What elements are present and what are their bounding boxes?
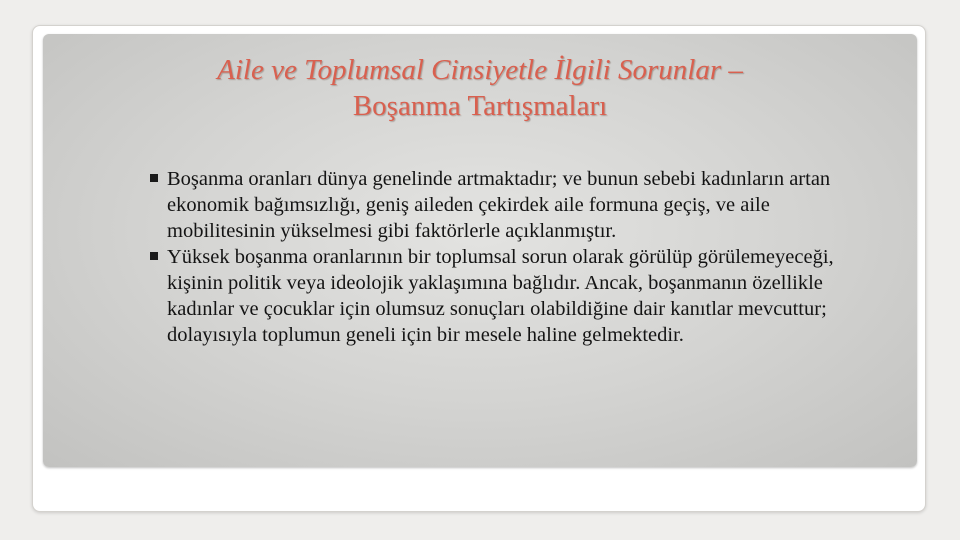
square-bullet-icon [150,252,158,260]
slide-title-line-2: Boşanma Tartışmaları [352,90,608,122]
bullet-text: Yüksek boşanma oranlarının bir toplumsal sorun olarak görülüp görülemeyeceği, kişinin politik veya ideolojik yaklaşımına bağlıdır. Ancak, boşanmanın özellikle kadınlar ve çocuklar için olumsuz sonuçları olabildiğine dair kanıtlar mevcuttur; dolayısıyla toplumun geneli için bir mesele haline gelmektedir. [167,246,834,346]
slide-title-line-1: Aile ve Toplumsal Cinsiyetle İlgili Sorunlar – [217,54,743,86]
square-bullet-icon [150,174,158,182]
bullet-text: Boşanma oranları dünya genelinde artmaktadır; ve bunun sebebi kadınların artan ekonomik bağımsızlığı, geniş aileden çekirdek aile formuna geçiş, ve aile mobilitesinin yükselmesi gibi faktörlerle açıklanmıştır. [167,168,831,242]
bullet-item [145,244,845,348]
slide-title [0,52,960,124]
bullet-item [145,166,845,244]
bullet-list [145,166,845,348]
